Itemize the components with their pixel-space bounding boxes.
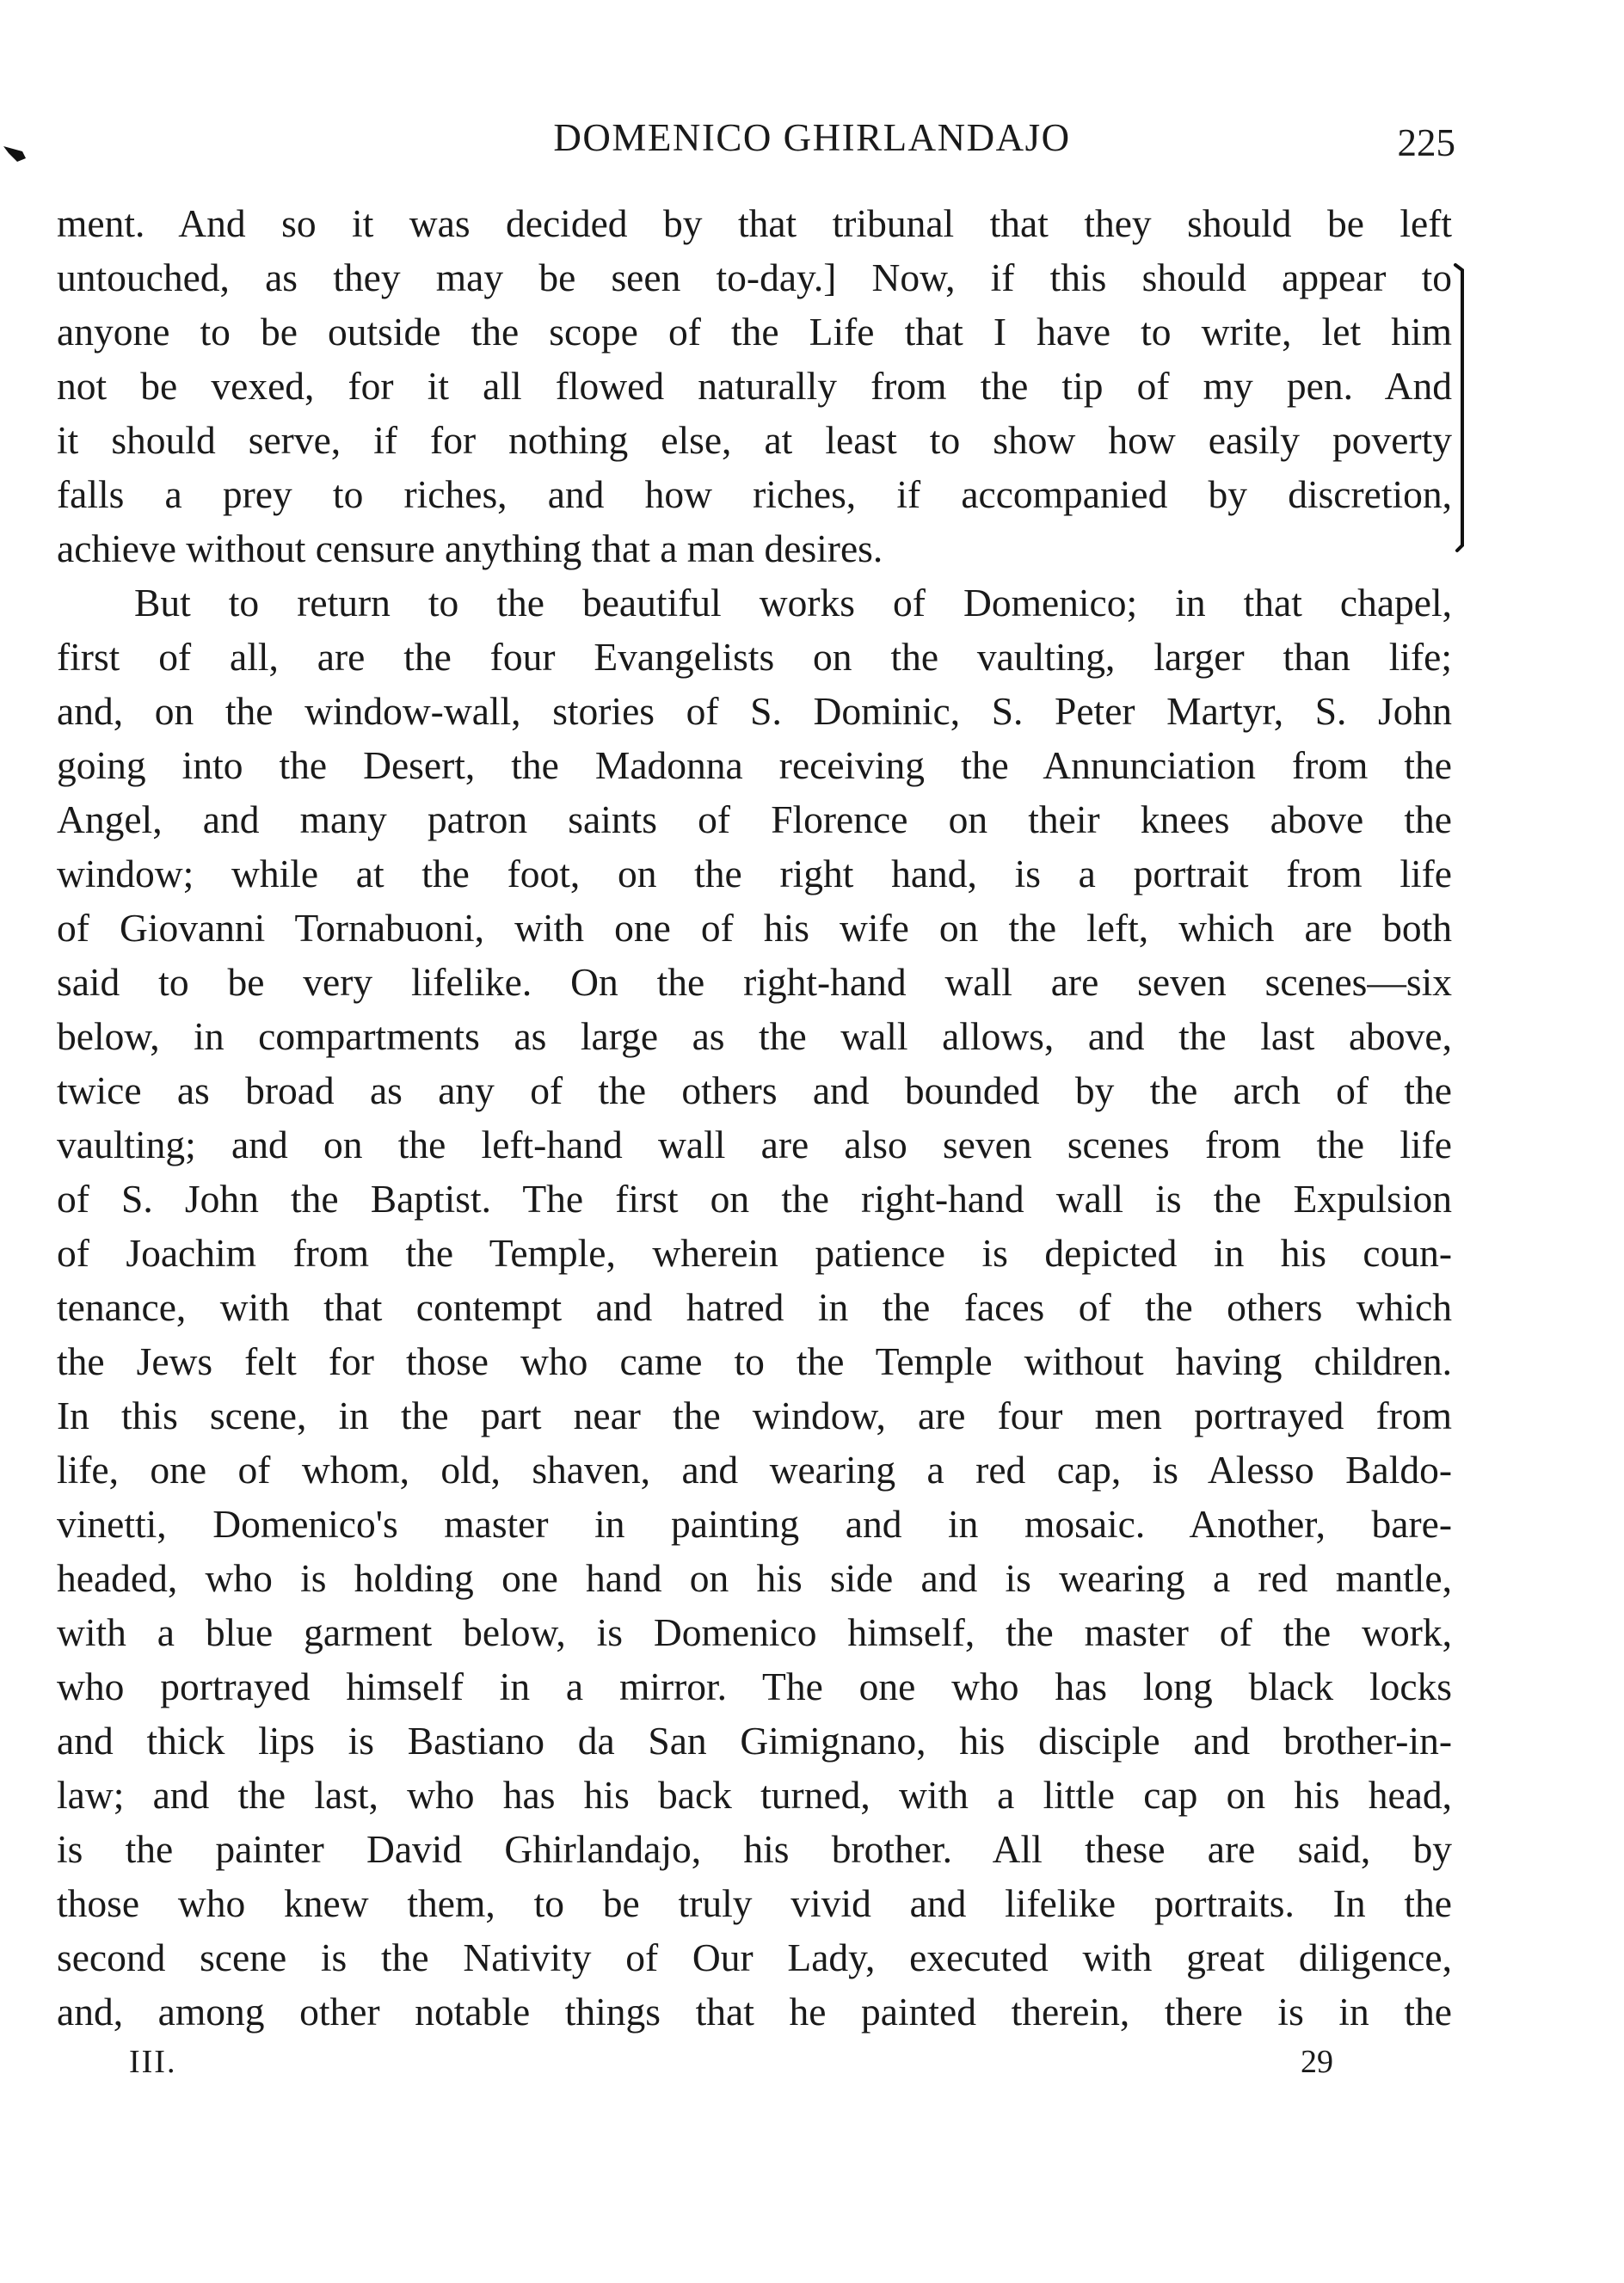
text-line: it should serve, if for nothing else, at least to show how easily poverty: [57, 418, 1452, 462]
text-line: But to return to the beautiful works of Domenico; in that chapel,: [134, 581, 1452, 625]
text-line: of Giovanni Tornabuoni, with one of his wife on the left, which are both: [57, 906, 1452, 950]
text-line: vaulting; and on the left-hand wall are also seven scenes from the life: [57, 1123, 1452, 1166]
text-line: life, one of whom, old, shaven, and wearing a red cap, is Alesso Baldo-: [57, 1448, 1452, 1492]
text-line: not be vexed, for it all flowed naturally from the tip of my pen. And: [57, 364, 1452, 408]
text-line: those who knew them, to be truly vivid and lifelike portraits. In the: [57, 1881, 1452, 1925]
text-line: headed, who is holding one hand on his side and is wearing a red mantle,: [57, 1556, 1452, 1600]
text-line: Angel, and many patron saints of Florence on their knees above the: [57, 797, 1452, 841]
text-line: said to be very lifelike. On the right-hand wall are seven scenes—six: [57, 960, 1452, 1004]
running-title: DOMENICO GHIRLANDAJO: [553, 116, 1071, 159]
text-line: second scene is the Nativity of Our Lady, executed with great diligence,: [57, 1935, 1452, 1979]
text-line: who portrayed himself in a mirror. The one who has long black locks: [57, 1665, 1452, 1708]
text-line: In this scene, in the part near the window, are four men portrayed from: [57, 1394, 1452, 1437]
text-line: and, among other notable things that he painted therein, there is in the: [57, 1990, 1452, 2034]
text-line: below, in compartments as large as the wall allows, and the last above,: [57, 1014, 1452, 1058]
text-line: untouched, as they may be seen to-day.] Now, if this should appear to: [57, 255, 1452, 299]
text-line: twice as broad as any of the others and bounded by the arch of the: [57, 1068, 1452, 1112]
text-line: first of all, are the four Evangelists on the vaulting, larger than life;: [57, 635, 1452, 679]
text-line: anyone to be outside the scope of the Life that I have to write, let him: [57, 310, 1452, 354]
text-line: and, on the window-wall, stories of S. Dominic, S. Peter Martyr, S. John: [57, 689, 1452, 733]
text-line: of S. John the Baptist. The first on the right-hand wall is the Expulsion: [57, 1177, 1452, 1221]
text-line: the Jews felt for those who came to the Temple without having children.: [57, 1339, 1452, 1383]
body-text: [57, 196, 1452, 2039]
text-line: is the painter David Ghirlandajo, his brother. All these are said, by: [57, 1827, 1452, 1871]
text-line: window; while at the foot, on the right hand, is a portrait from life: [57, 852, 1452, 895]
text-line: ment. And so it was decided by that tribunal that they should be left: [57, 201, 1452, 245]
signature-mark: III.: [129, 2044, 177, 2080]
margin-bracket-icon: [1452, 262, 1471, 554]
text-line: law; and the last, who has his back turned, with a little cap on his head,: [57, 1773, 1452, 1817]
text-line: vinetti, Domenico's master in painting and in mosaic. Another, bare-: [57, 1502, 1452, 1546]
text-line: and thick lips is Bastiano da San Gimignano, his disciple and brother-in-: [57, 1719, 1452, 1763]
text-line: going into the Desert, the Madonna receiving the Annunciation from the: [57, 743, 1452, 787]
text-line: falls a prey to riches, and how riches, if accompanied by discretion,: [57, 472, 1452, 516]
text-line: of Joachim from the Temple, wherein patience is depicted in his coun-: [57, 1231, 1452, 1275]
page-number: 225: [1397, 121, 1455, 164]
sheet-number: 29: [1301, 2044, 1333, 2080]
text-line: achieve without censure anything that a man desires.: [57, 526, 883, 570]
text-line: with a blue garment below, is Domenico himself, the master of the work,: [57, 1610, 1452, 1654]
running-head: [0, 112, 1624, 163]
text-line: tenance, with that contempt and hatred in the faces of the others which: [57, 1285, 1452, 1329]
